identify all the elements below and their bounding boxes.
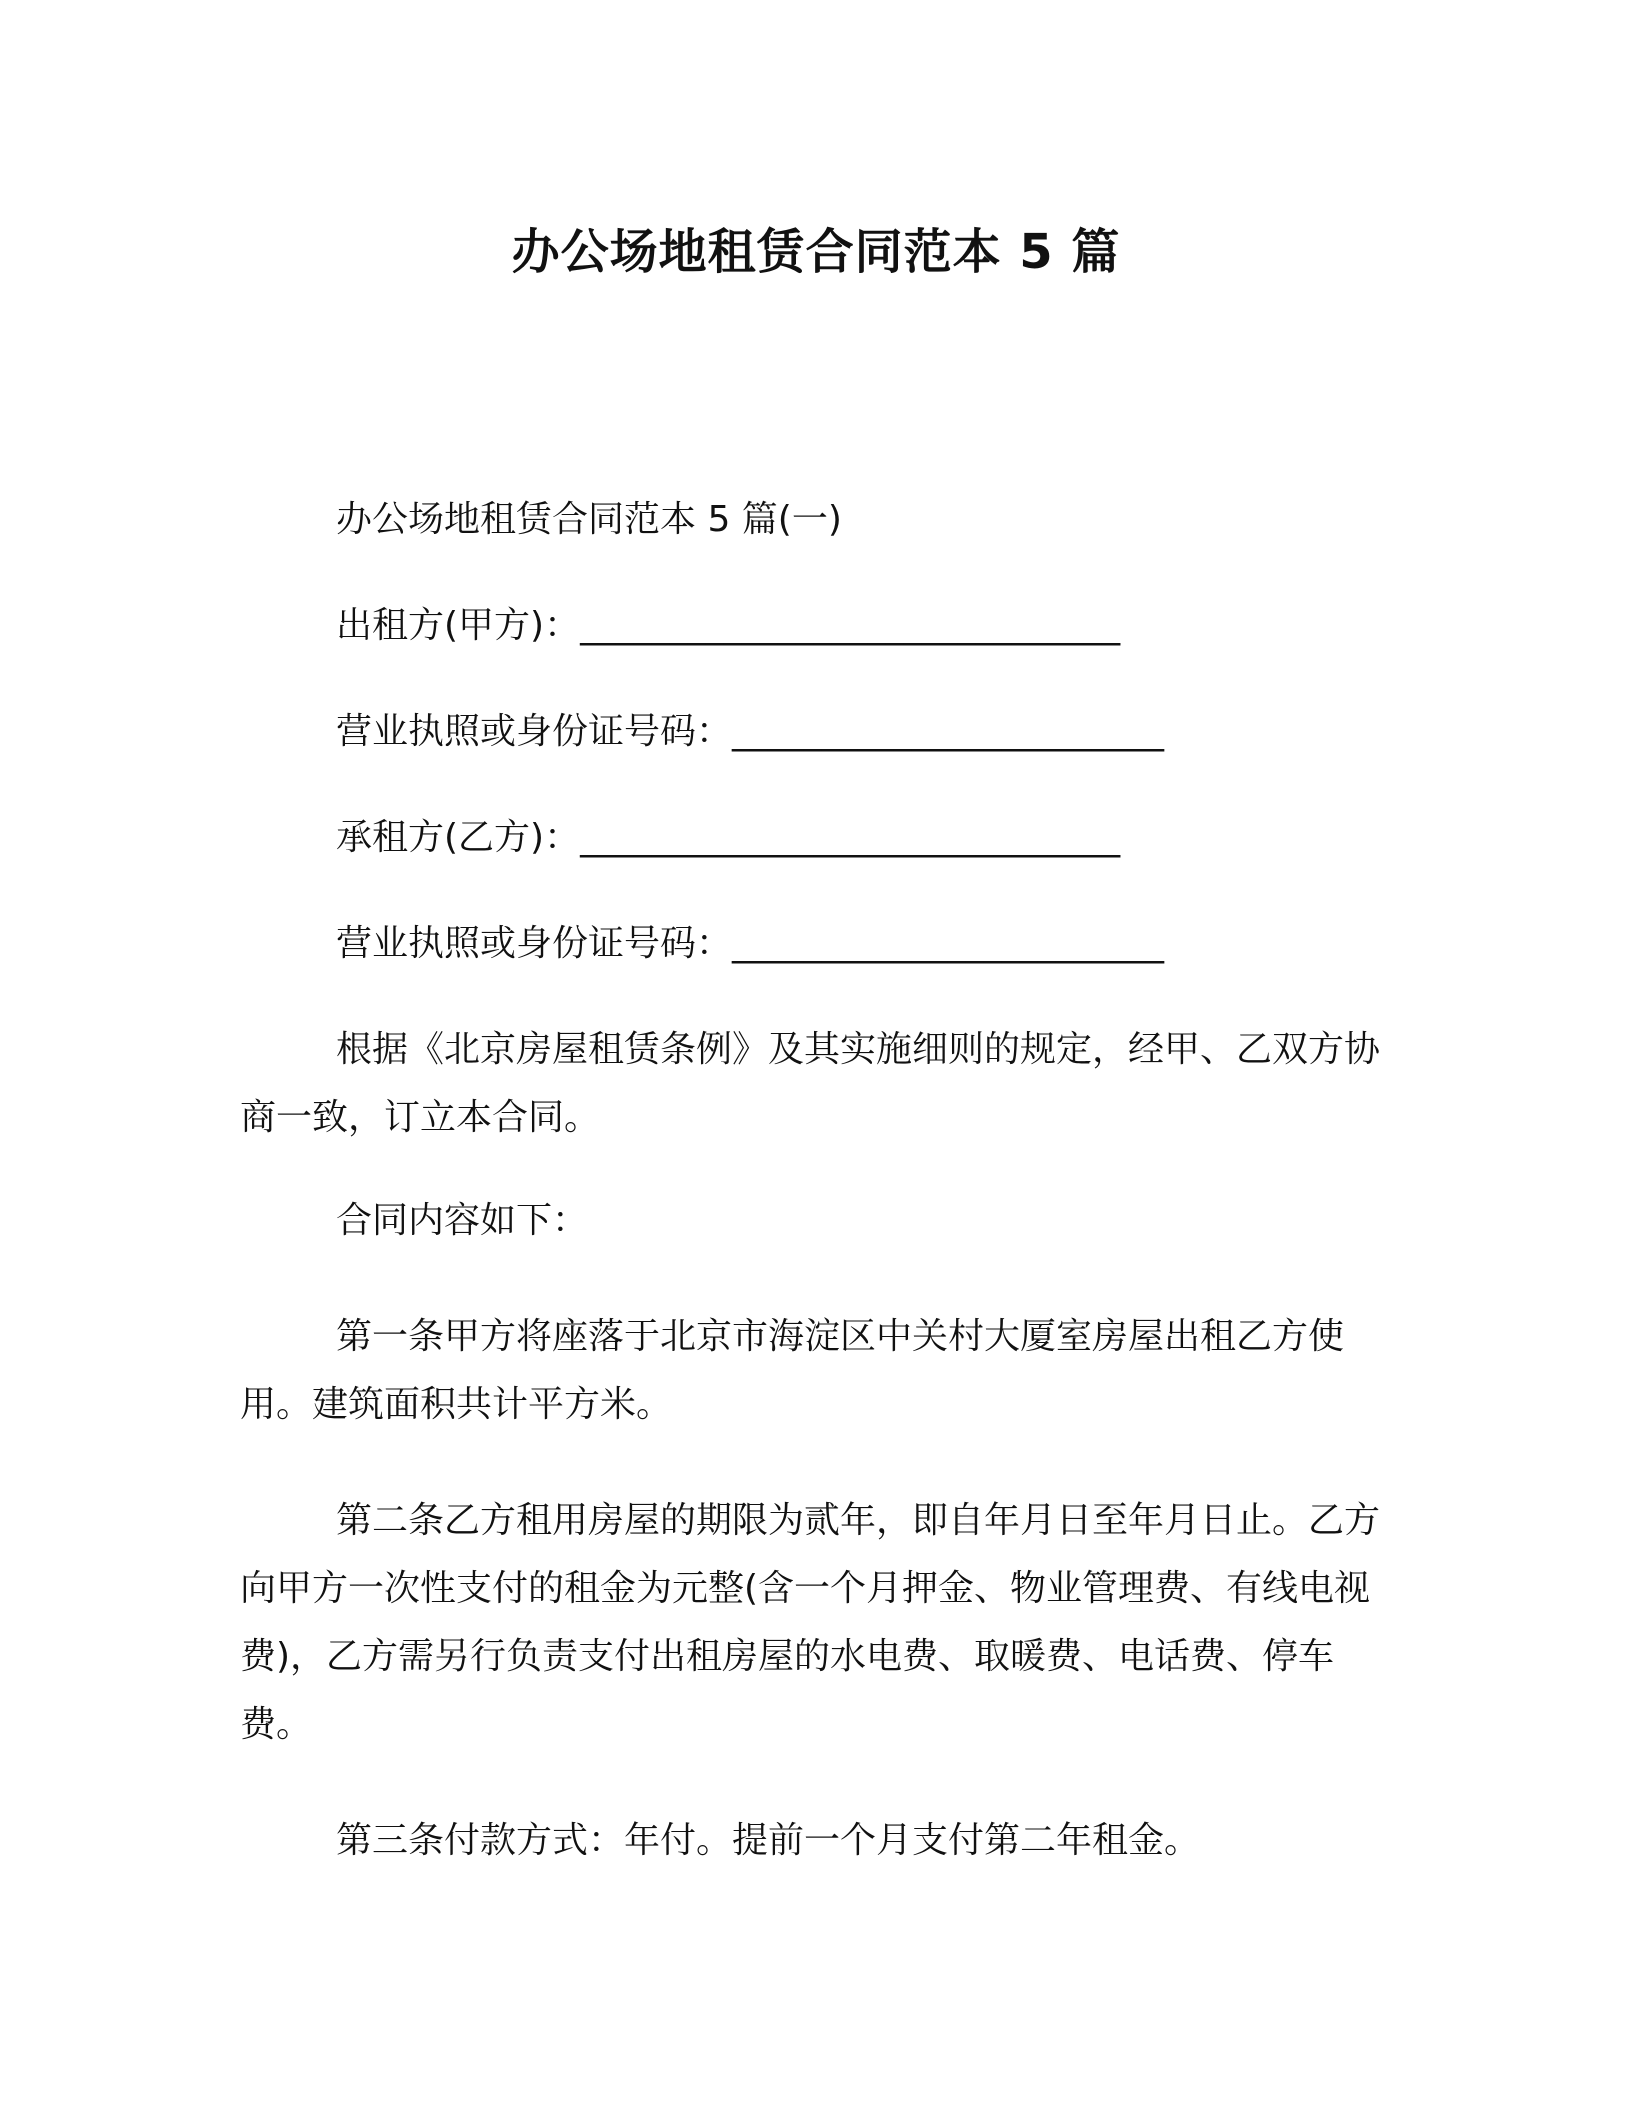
section-heading: 办公场地租赁合同范本 5 篇(一) xyxy=(336,499,842,540)
document-body xyxy=(240,486,1384,1875)
document-title: 办公场地租赁合同范本 5 篇 xyxy=(511,224,1121,280)
lessor-id-field: 营业执照或身份证号码：________________________ xyxy=(336,711,1165,752)
preamble-paragraph: 根据《北京房屋租赁条例》及其实施细则的规定，经甲、乙双方协商一致，订立本合同。 xyxy=(240,1029,1381,1138)
article-1: 第一条甲方将座落于北京市海淀区中关村大厦室房屋出租乙方使用。建筑面积共计平方米。 xyxy=(240,1316,1345,1425)
lessor-field: 出租方(甲方)：______________________________ xyxy=(336,605,1121,646)
lessee-field: 承租方(乙方)：______________________________ xyxy=(336,817,1121,858)
lessee-id-field: 营业执照或身份证号码：________________________ xyxy=(336,923,1165,964)
contract-content-intro: 合同内容如下： xyxy=(336,1200,589,1241)
article-3: 第三条付款方式：年付。提前一个月支付第二年租金。 xyxy=(336,1820,1201,1861)
article-2: 第二条乙方租用房屋的期限为贰年，即自年月日至年月日止。乙方向甲方一次性支付的租金为元整(含一个月押金、物业管理费、有线电视费)，乙方需另行负责支付出租房屋的水电费、取暖费、电话费、停车费。 xyxy=(240,1500,1381,1745)
